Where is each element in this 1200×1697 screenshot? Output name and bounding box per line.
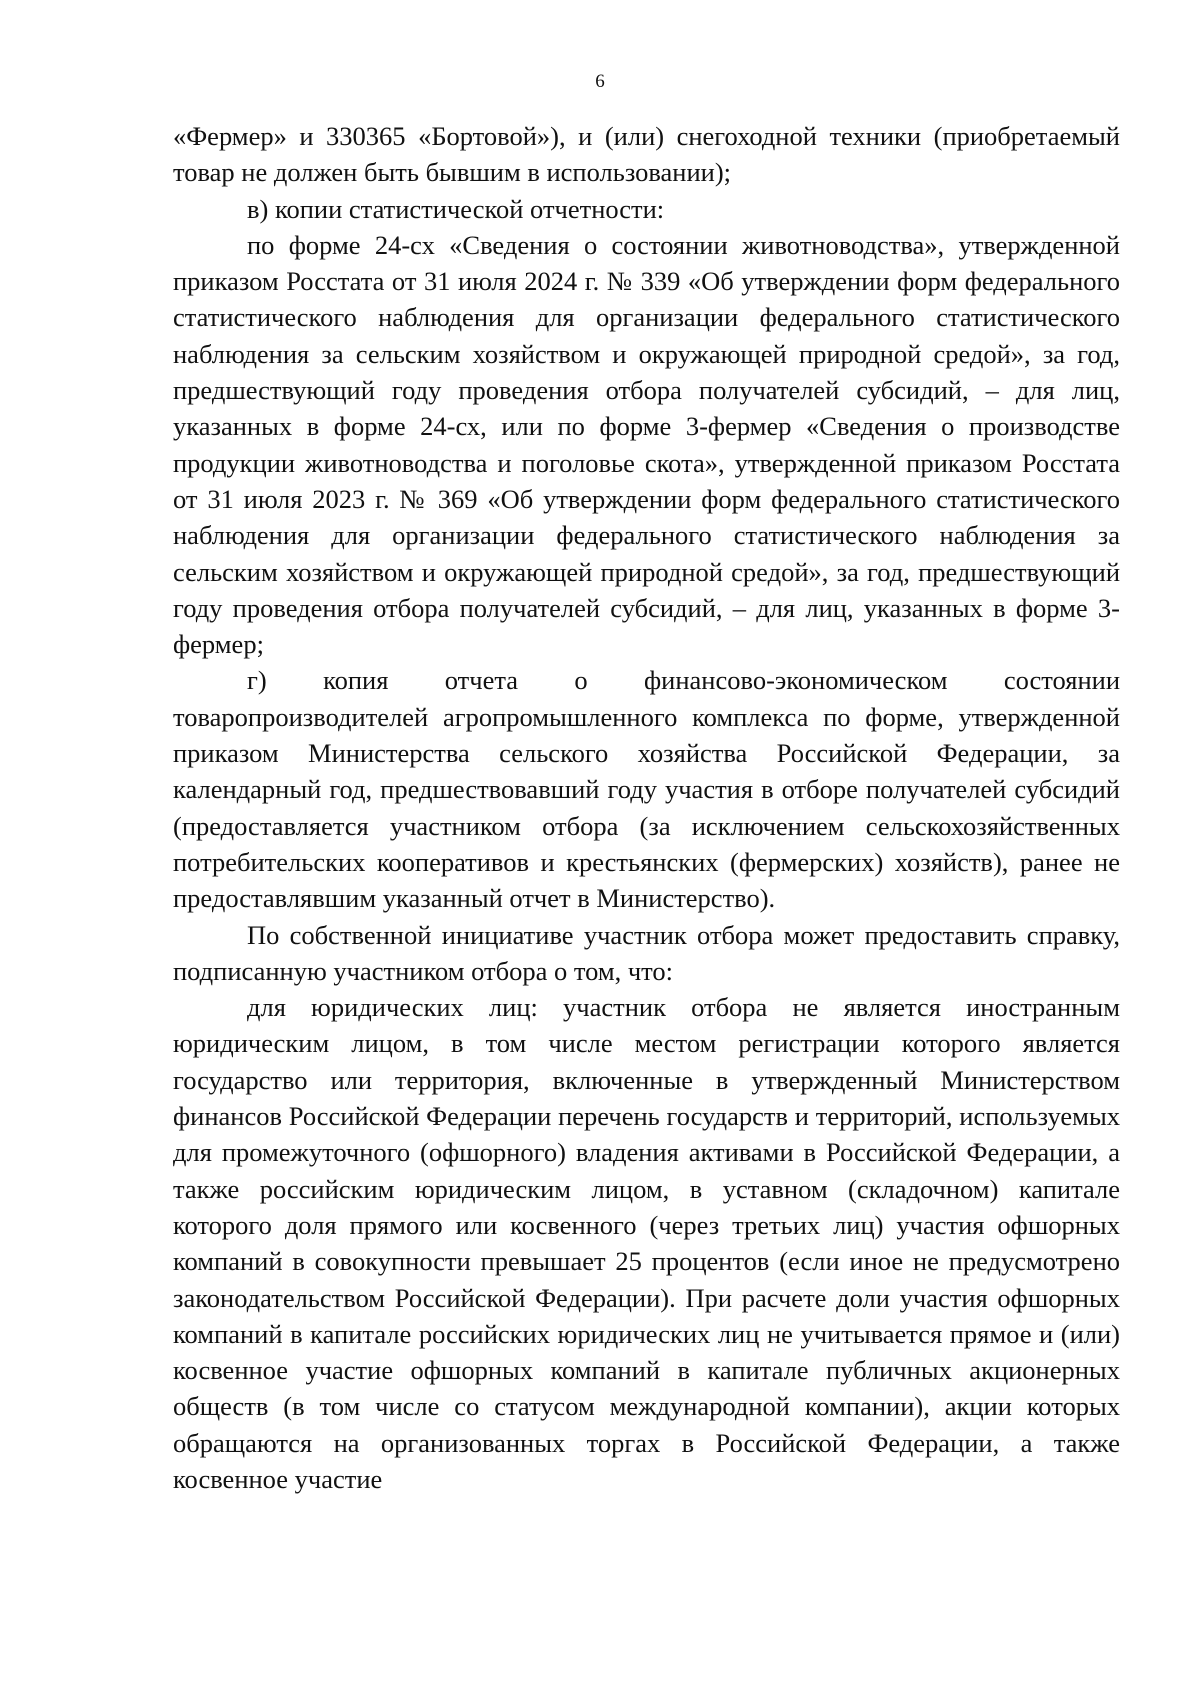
page-number: 6 — [595, 71, 605, 92]
paragraph-own-initiative: По собственной инициативе участник отбора может предоставить справку, подписанную участником отбора о том, что: — [173, 919, 1120, 986]
paragraph-item-v: в) копии статистической отчетности: — [247, 193, 665, 224]
paragraph-item-g: г) копия отчета о финансово-экономическом состоянии товаропроизводителей агропромышленного комплекса по форме, утвержденной приказом Министерства сельского хозяйства Российской Федерации, за календарный год, предшествовавший году участия в отборе получателей субсидий (предоставляется участником отбора (за исключением сельскохозяйственных потребительских кооперативов и крестьянских (фермерских) хозяйств), ранее не предоставлявшим указанный отчет в Министерство). — [173, 665, 1120, 914]
paragraph-form-24-sx: по форме 24-сх «Сведения о состоянии животноводства», утвержденной приказом Росстата от 31 июля 2024 г. № 339 «Об утверждении форм федерального статистического наблюдения для организации федерального статистического наблюдения за сельским хозяйством и окружающей природной средой», за год, предшествующий году проведения отбора получателей субсидий, – для лиц, указанных в форме 24-сх, или по форме 3-фермер «Сведения о производстве продукции животноводства и поголовье скота», утвержденной приказом Росстата от 31 июля 2023 г. № 369 «Об утверждении форм федерального статистического наблюдения для организации федерального статистического наблюдения за сельским хозяйством и окружающей природной средой», за год, предшествующий году проведения отбора получателей субсидий, – для лиц, указанных в форме 3-фермер; — [173, 229, 1120, 660]
document-body — [173, 118, 1120, 1497]
paragraph-continuation: «Фермер» и 330365 «Бортовой»), и (или) снегоходной техники (приобретаемый товар не должен быть бывшим в использовании); — [173, 121, 1120, 188]
paragraph-legal-entities: для юридических лиц: участник отбора не является иностранным юридическим лицом, в том числе местом регистрации которого является государство или территория, включенные в утвержденный Министерством финансов Российской Федерации перечень государств и территорий, используемых для промежуточного (офшорного) владения активами в Российской Федерации, а также российским юридическим лицом, в уставном (складочном) капитале которого доля прямого или косвенного (через третьих лиц) участия офшорных компаний в совокупности превышает 25 процентов (если иное не предусмотрено законодательством Российской Федерации). При расчете доли участия офшорных компаний в капитале российских юридических лиц не учитывается прямое и (или) косвенное участие офшорных компаний в капитале публичных акционерных обществ (в том числе со статусом международной компании), акции которых обращаются на организованных торгах в Российской Федерации, а также косвенное участие — [173, 992, 1120, 1494]
